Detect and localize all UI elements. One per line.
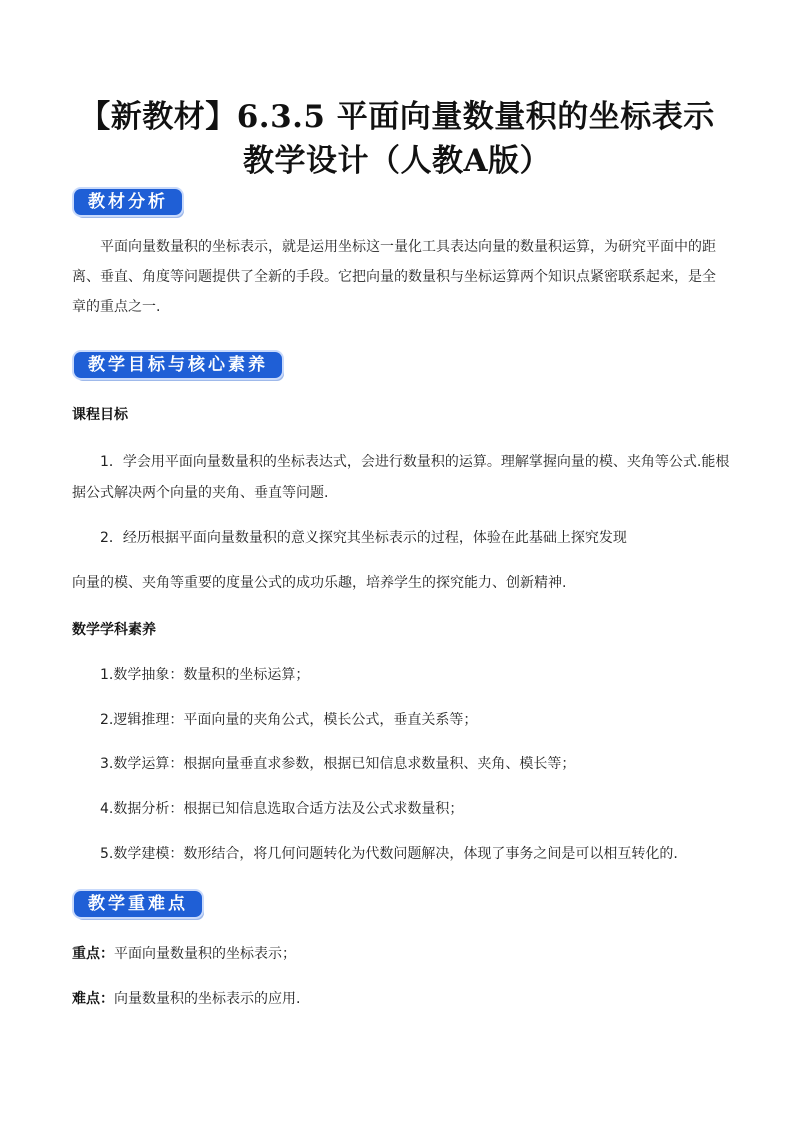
key-point-text: 平面向量数量积的坐标表示；: [114, 946, 296, 962]
page-title-line2: 教学设计（人教A版）: [242, 143, 552, 179]
section-badge-key-points: 教学重难点: [74, 891, 202, 917]
section-badge-objectives: 教学目标与核心素养: [74, 352, 282, 378]
difficulty-line: [72, 989, 300, 1009]
literacy-item-4: 4.数据分析：根据已知信息选取合适方法及公式求数量积；: [100, 801, 464, 817]
difficulty-text: 向量数量积的坐标表示的应用.: [114, 991, 301, 1007]
goal-2-line-a: 2．经历根据平面向量数量积的意义探究其坐标表示的过程，体验在此基础上探究发现: [100, 530, 627, 546]
literacy-heading: 数学学科素养: [72, 622, 156, 638]
difficulty-label: 难点：: [72, 991, 114, 1007]
goal-1-line-b: 据公式解决两个向量的夹角、垂直等问题.: [72, 485, 329, 501]
literacy-item-3: 3.数学运算：根据向量垂直求参数，根据已知信息求数量积、夹角、模长等；: [100, 756, 576, 772]
page-title-line1: 【新教材】6.3.5 平面向量数量积的坐标表示: [79, 99, 715, 135]
literacy-item-2: 2.逻辑推理：平面向量的夹角公式，模长公式，垂直关系等；: [100, 712, 478, 728]
course-goals-heading: 课程目标: [72, 407, 128, 423]
key-point-line: [72, 944, 296, 964]
section-badge-analysis: 教材分析: [74, 189, 182, 215]
goal-1-line-a: 1．学会用平面向量数量积的坐标表达式，会进行数量积的运算。理解掌握向量的模、夹角等公式.能根: [100, 454, 730, 470]
literacy-item-5: 5.数学建模：数形结合，将几何问题转化为代数问题解决，体现了事务之间是可以相互转化的.: [100, 846, 678, 862]
literacy-item-1: 1.数学抽象：数量积的坐标运算；: [100, 667, 310, 683]
goal-2-line-b: 向量的模、夹角等重要的度量公式的成功乐趣，培养学生的探究能力、创新精神.: [72, 575, 567, 591]
analysis-paragraph: 平面向量数量积的坐标表示，就是运用坐标这一量化工具表达向量的数量积运算，为研究平面中的距离、垂直、角度等问题提供了全新的手段。它把向量的数量积与坐标运算两个知识点紧密联系起来，是全章的重点之一.: [72, 239, 716, 315]
key-point-label: 重点：: [72, 946, 114, 962]
